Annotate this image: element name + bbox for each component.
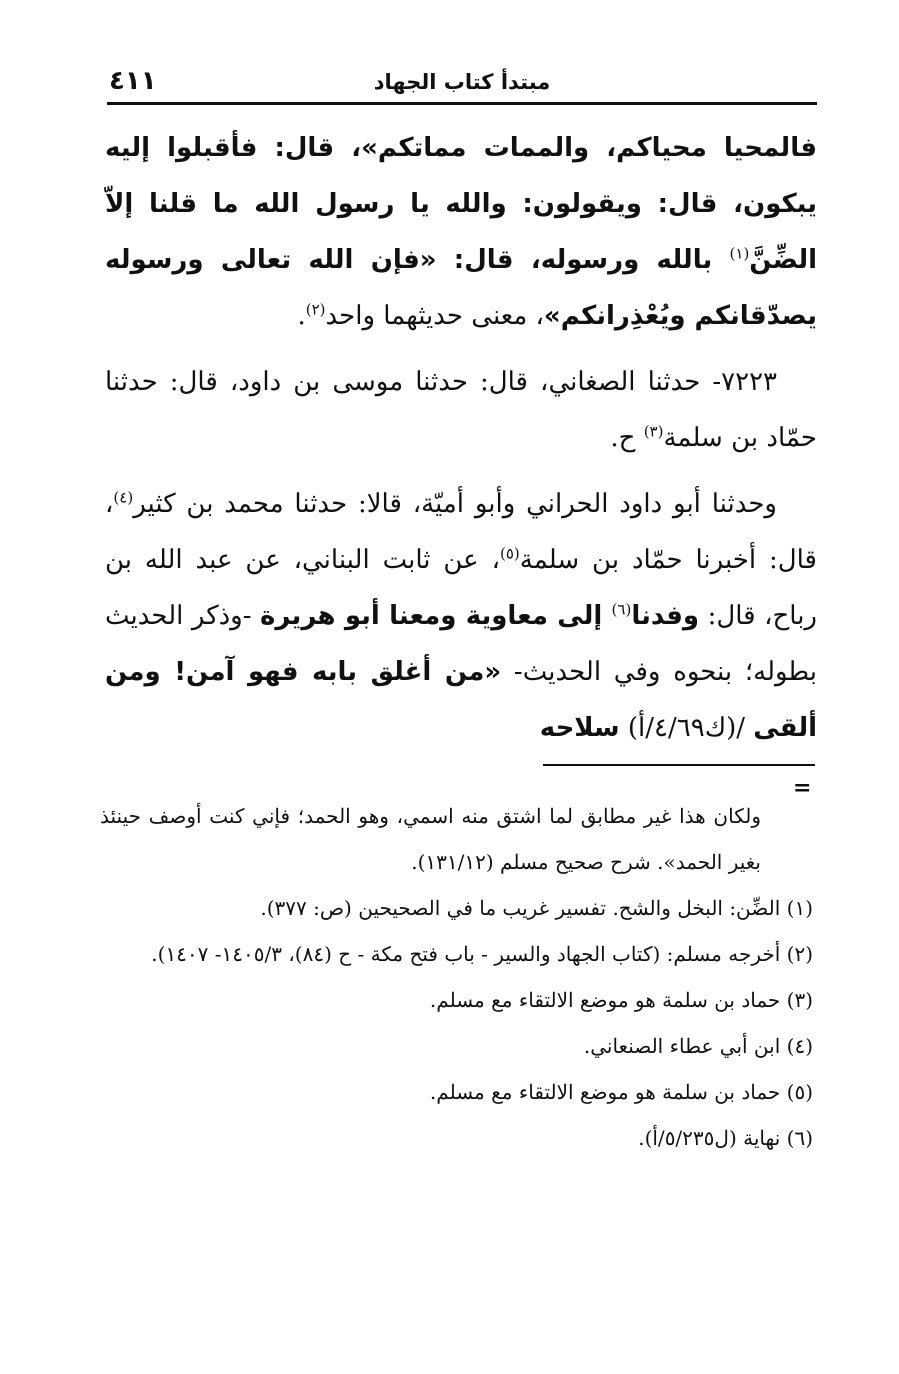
text-segment: وحدثنا أبو داود الحراني وأبو أميّة، قالا: حدثنا محمد بن كثير <box>133 489 777 519</box>
running-title: مبتدأ كتاب الجهاد <box>373 70 551 94</box>
text-segment: ، معنى حديثهما واحد <box>325 301 544 331</box>
bold-text: وفدنا <box>631 601 700 631</box>
text-segment: ، عن ثابت البناني، عن عبد الله بن رباح، قال: <box>105 545 817 631</box>
text-segment: ح. <box>610 423 644 453</box>
footnote-2: (٢) أخرجه مسلم: (كتاب الجهاد والسير - باب فتح مكة - ح (٨٤)، ١٤٠٥/٣- ١٤٠٧). <box>151 942 813 966</box>
paragraph-hadith-end <box>105 120 817 344</box>
paragraph-second-chain <box>105 476 817 756</box>
footnote-continuation: ولكان هذا غير مطابق لما اشتق منه اسمي، وهو الحمد؛ فإني كنت أوصف حينئذ بغير الحمد». شرح صحيح مسلم (١٣١/١٢). <box>100 804 761 874</box>
footnote-3: (٣) حماد بن سلمة هو موضع الالتقاء مع مسلم. <box>429 988 813 1012</box>
text-segment: ٧٢٢٣- حدثنا الصغاني، قال: حدثنا موسى بن داود، قال: حدثنا حمّاد بن سلمة <box>105 367 817 453</box>
footnote-ref-1[interactable]: (١) <box>729 244 750 263</box>
page-number: ٤١١ <box>109 66 157 96</box>
text-segment: ، قال: أخبرنا حمّاد بن سلمة <box>105 489 817 575</box>
paragraph-hadith-7223 <box>105 354 817 466</box>
text-segment: . <box>297 301 306 331</box>
footnote-ref-2[interactable]: (٢) <box>305 300 326 319</box>
bold-quote-1: فالمحيا محياكم، والممات مماتكم»، قال: فأقبلوا إليه يبكون، قال: ويقولون: والله يا رسول الله ما قلنا إلاّ الضِّنَّ <box>105 133 817 275</box>
page-header <box>107 62 817 105</box>
footnote-ref-5[interactable]: (٥) <box>499 544 520 563</box>
bold-text: إلى معاوية ومعنا أبو هريرة <box>260 601 612 631</box>
footnote-ref-3[interactable]: (٣) <box>643 422 664 441</box>
manuscript-reference: /(ك٤/٦٩/أ) <box>619 713 754 743</box>
footnote-1: (١) الضِّن: البخل والشح. تفسير غريب ما في الصحيحين (ص: ٣٧٧). <box>260 896 813 920</box>
main-text <box>105 120 817 766</box>
footnote-5: (٥) حماد بن سلمة هو موضع الالتقاء مع مسلم. <box>429 1080 813 1104</box>
footnote-4: (٤) ابن أبي عطاء الصنعاني. <box>583 1034 813 1058</box>
footnote-6: (٦) نهاية (ل٥/٢٣٥/أ). <box>638 1126 813 1150</box>
footnote-ref-6[interactable]: (٦) <box>611 600 632 619</box>
footnotes-section <box>100 793 813 1161</box>
text-segment: -وذكر الحديث بطوله؛ بنحوه وفي الحديث- <box>105 601 817 687</box>
bold-quote: «من أغلق بابه فهو آمن! ومن ألقى <box>105 657 817 743</box>
footnote-separator <box>543 764 815 766</box>
footnote-ref-4[interactable]: (٤) <box>113 488 134 507</box>
bold-text: سلاحه <box>539 713 620 743</box>
continuation-mark: = <box>793 775 812 801</box>
bold-quote-2: بالله ورسوله، قال: «فإن الله تعالى ورسوله يصدّقانكم ويُعْذِرانكم» <box>105 245 817 331</box>
